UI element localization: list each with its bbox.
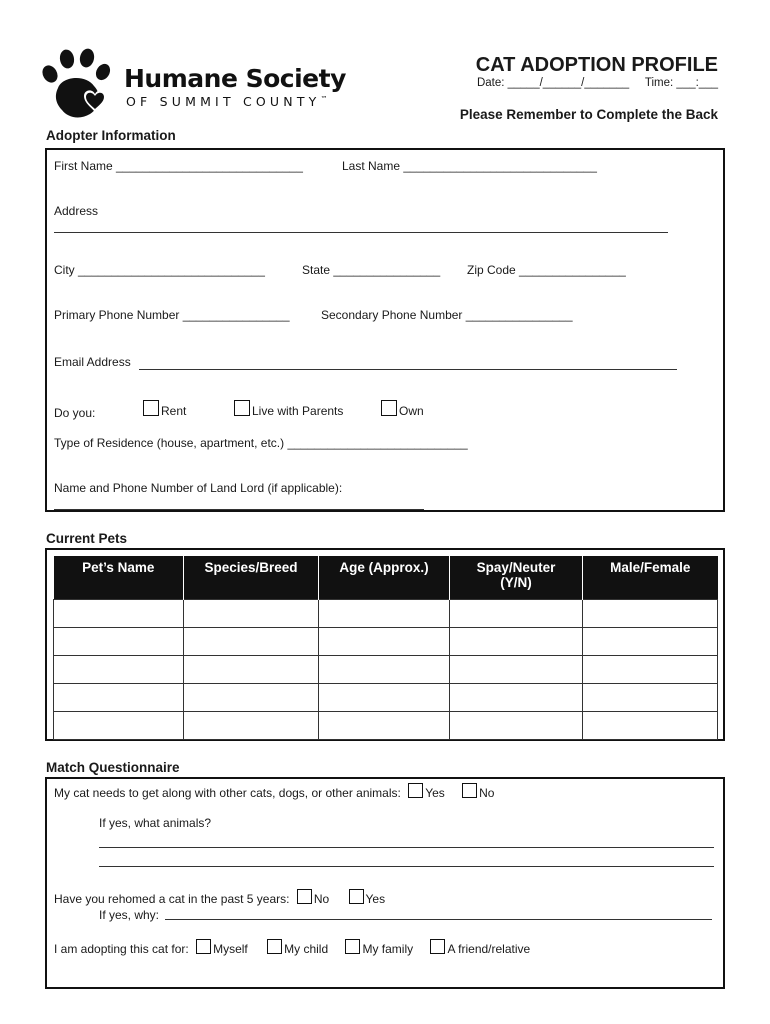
q3-myself-label: Myself [213, 942, 248, 956]
state-field[interactable]: State ________________ [302, 263, 441, 277]
q1-answer-line-2[interactable] [99, 866, 714, 867]
table-row [54, 684, 718, 712]
paw-logo-icon [40, 48, 122, 124]
q3-label: I am adopting this cat for: [54, 942, 189, 956]
col-header: Age (Approx.) [319, 556, 450, 600]
q2-yes-checkbox[interactable] [349, 889, 364, 904]
table-cell[interactable] [54, 600, 184, 628]
zip-field[interactable]: Zip Code ________________ [467, 263, 626, 277]
table-cell[interactable] [319, 712, 450, 740]
q3-friend-checkbox[interactable] [430, 939, 445, 954]
address-field[interactable] [54, 232, 668, 233]
table-cell[interactable] [450, 684, 583, 712]
first-name-field[interactable]: First Name ____________________________ [54, 159, 303, 173]
landlord-label: Name and Phone Number of Land Lord (if applicable): [54, 481, 343, 495]
q1-yes-checkbox[interactable] [408, 783, 423, 798]
q2-answer-line[interactable] [165, 919, 712, 920]
col-header: Pet’s Name [54, 556, 184, 600]
table-cell[interactable] [54, 628, 184, 656]
parents-label: Live with Parents [252, 404, 344, 418]
residence-field[interactable]: Type of Residence (house, apartment, etc.) ___________________________ [54, 436, 468, 450]
landlord-field[interactable] [54, 509, 424, 510]
table-cell[interactable] [450, 628, 583, 656]
rent-option[interactable] [143, 400, 186, 418]
match-box [45, 777, 725, 989]
table-row [54, 656, 718, 684]
own-label: Own [399, 404, 424, 418]
table-cell[interactable] [54, 656, 184, 684]
adopter-heading: Adopter Information [46, 128, 176, 143]
primary-phone-field[interactable]: Primary Phone Number ________________ [54, 308, 290, 322]
q3-child-checkbox[interactable] [267, 939, 282, 954]
q2-label: Have you rehomed a cat in the past 5 years: [54, 892, 290, 906]
q3-family-checkbox[interactable] [345, 939, 360, 954]
q3-child-label: My child [284, 942, 329, 956]
own-option[interactable] [381, 400, 424, 418]
table-cell[interactable] [319, 628, 450, 656]
q2-yes-label: Yes [365, 892, 386, 906]
table-cell[interactable] [184, 600, 319, 628]
table-cell[interactable] [54, 712, 184, 740]
q1-no-label: No [479, 786, 495, 800]
last-name-field[interactable]: Last Name _____________________________ [342, 159, 597, 173]
table-row [54, 600, 718, 628]
secondary-phone-field[interactable]: Secondary Phone Number ________________ [321, 308, 573, 322]
q2-followup-label: If yes, why: [99, 908, 160, 922]
col-header: Spay/Neuter (Y/N) [450, 556, 583, 600]
email-label: Email Address [54, 355, 131, 369]
q1-followup-label: If yes, what animals? [99, 816, 212, 830]
trademark: ™ [320, 94, 328, 103]
org-name: Humane Society [124, 64, 346, 93]
rent-checkbox[interactable] [143, 400, 159, 416]
col-header: Male/Female [583, 556, 718, 600]
parents-option[interactable] [234, 400, 343, 418]
table-cell[interactable] [54, 684, 184, 712]
table-cell[interactable] [583, 684, 718, 712]
table-cell[interactable] [184, 656, 319, 684]
table-cell[interactable] [583, 628, 718, 656]
do-you-label: Do you: [54, 406, 96, 420]
q1-row [54, 783, 494, 800]
q1-yes-label: Yes [425, 786, 445, 800]
own-checkbox[interactable] [381, 400, 397, 416]
table-row [54, 628, 718, 656]
city-field[interactable]: City ____________________________ [54, 263, 265, 277]
table-cell[interactable] [184, 684, 319, 712]
table-cell[interactable] [184, 628, 319, 656]
address-label: Address [54, 204, 99, 218]
table-cell[interactable] [184, 712, 319, 740]
q3-row [54, 939, 530, 956]
col-header: Species/Breed [184, 556, 319, 600]
org-subtitle: OF SUMMIT COUNTY™ [126, 94, 328, 109]
q2-row [54, 889, 385, 906]
pets-heading: Current Pets [46, 531, 128, 546]
q1-label: My cat needs to get along with other cats, dogs, or other animals: [54, 786, 401, 800]
page-title: CAT ADOPTION PROFILE [475, 54, 718, 76]
q3-myself-checkbox[interactable] [196, 939, 211, 954]
email-field[interactable] [139, 369, 677, 370]
q3-family-label: My family [362, 942, 414, 956]
table-cell[interactable] [583, 712, 718, 740]
q1-no-checkbox[interactable] [462, 783, 477, 798]
table-cell[interactable] [450, 712, 583, 740]
table-cell[interactable] [583, 600, 718, 628]
table-cell[interactable] [319, 656, 450, 684]
remember-note: Please Remember to Complete the Back [459, 107, 718, 122]
table-row [54, 712, 718, 740]
match-heading: Match Questionnaire [46, 760, 180, 775]
adopter-box [45, 148, 725, 512]
table-cell[interactable] [450, 656, 583, 684]
parents-checkbox[interactable] [234, 400, 250, 416]
pets-table [53, 556, 718, 740]
table-cell[interactable] [319, 684, 450, 712]
table-cell[interactable] [319, 600, 450, 628]
q2-no-checkbox[interactable] [297, 889, 312, 904]
q1-answer-line-1[interactable] [99, 847, 714, 848]
date-time-line: Date: _____/______/_______ Time: ___:___ [476, 77, 718, 89]
rent-label: Rent [161, 404, 187, 418]
q3-friend-label: A friend/relative [447, 942, 531, 956]
q2-no-label: No [313, 892, 330, 906]
table-cell[interactable] [450, 600, 583, 628]
table-cell[interactable] [583, 656, 718, 684]
